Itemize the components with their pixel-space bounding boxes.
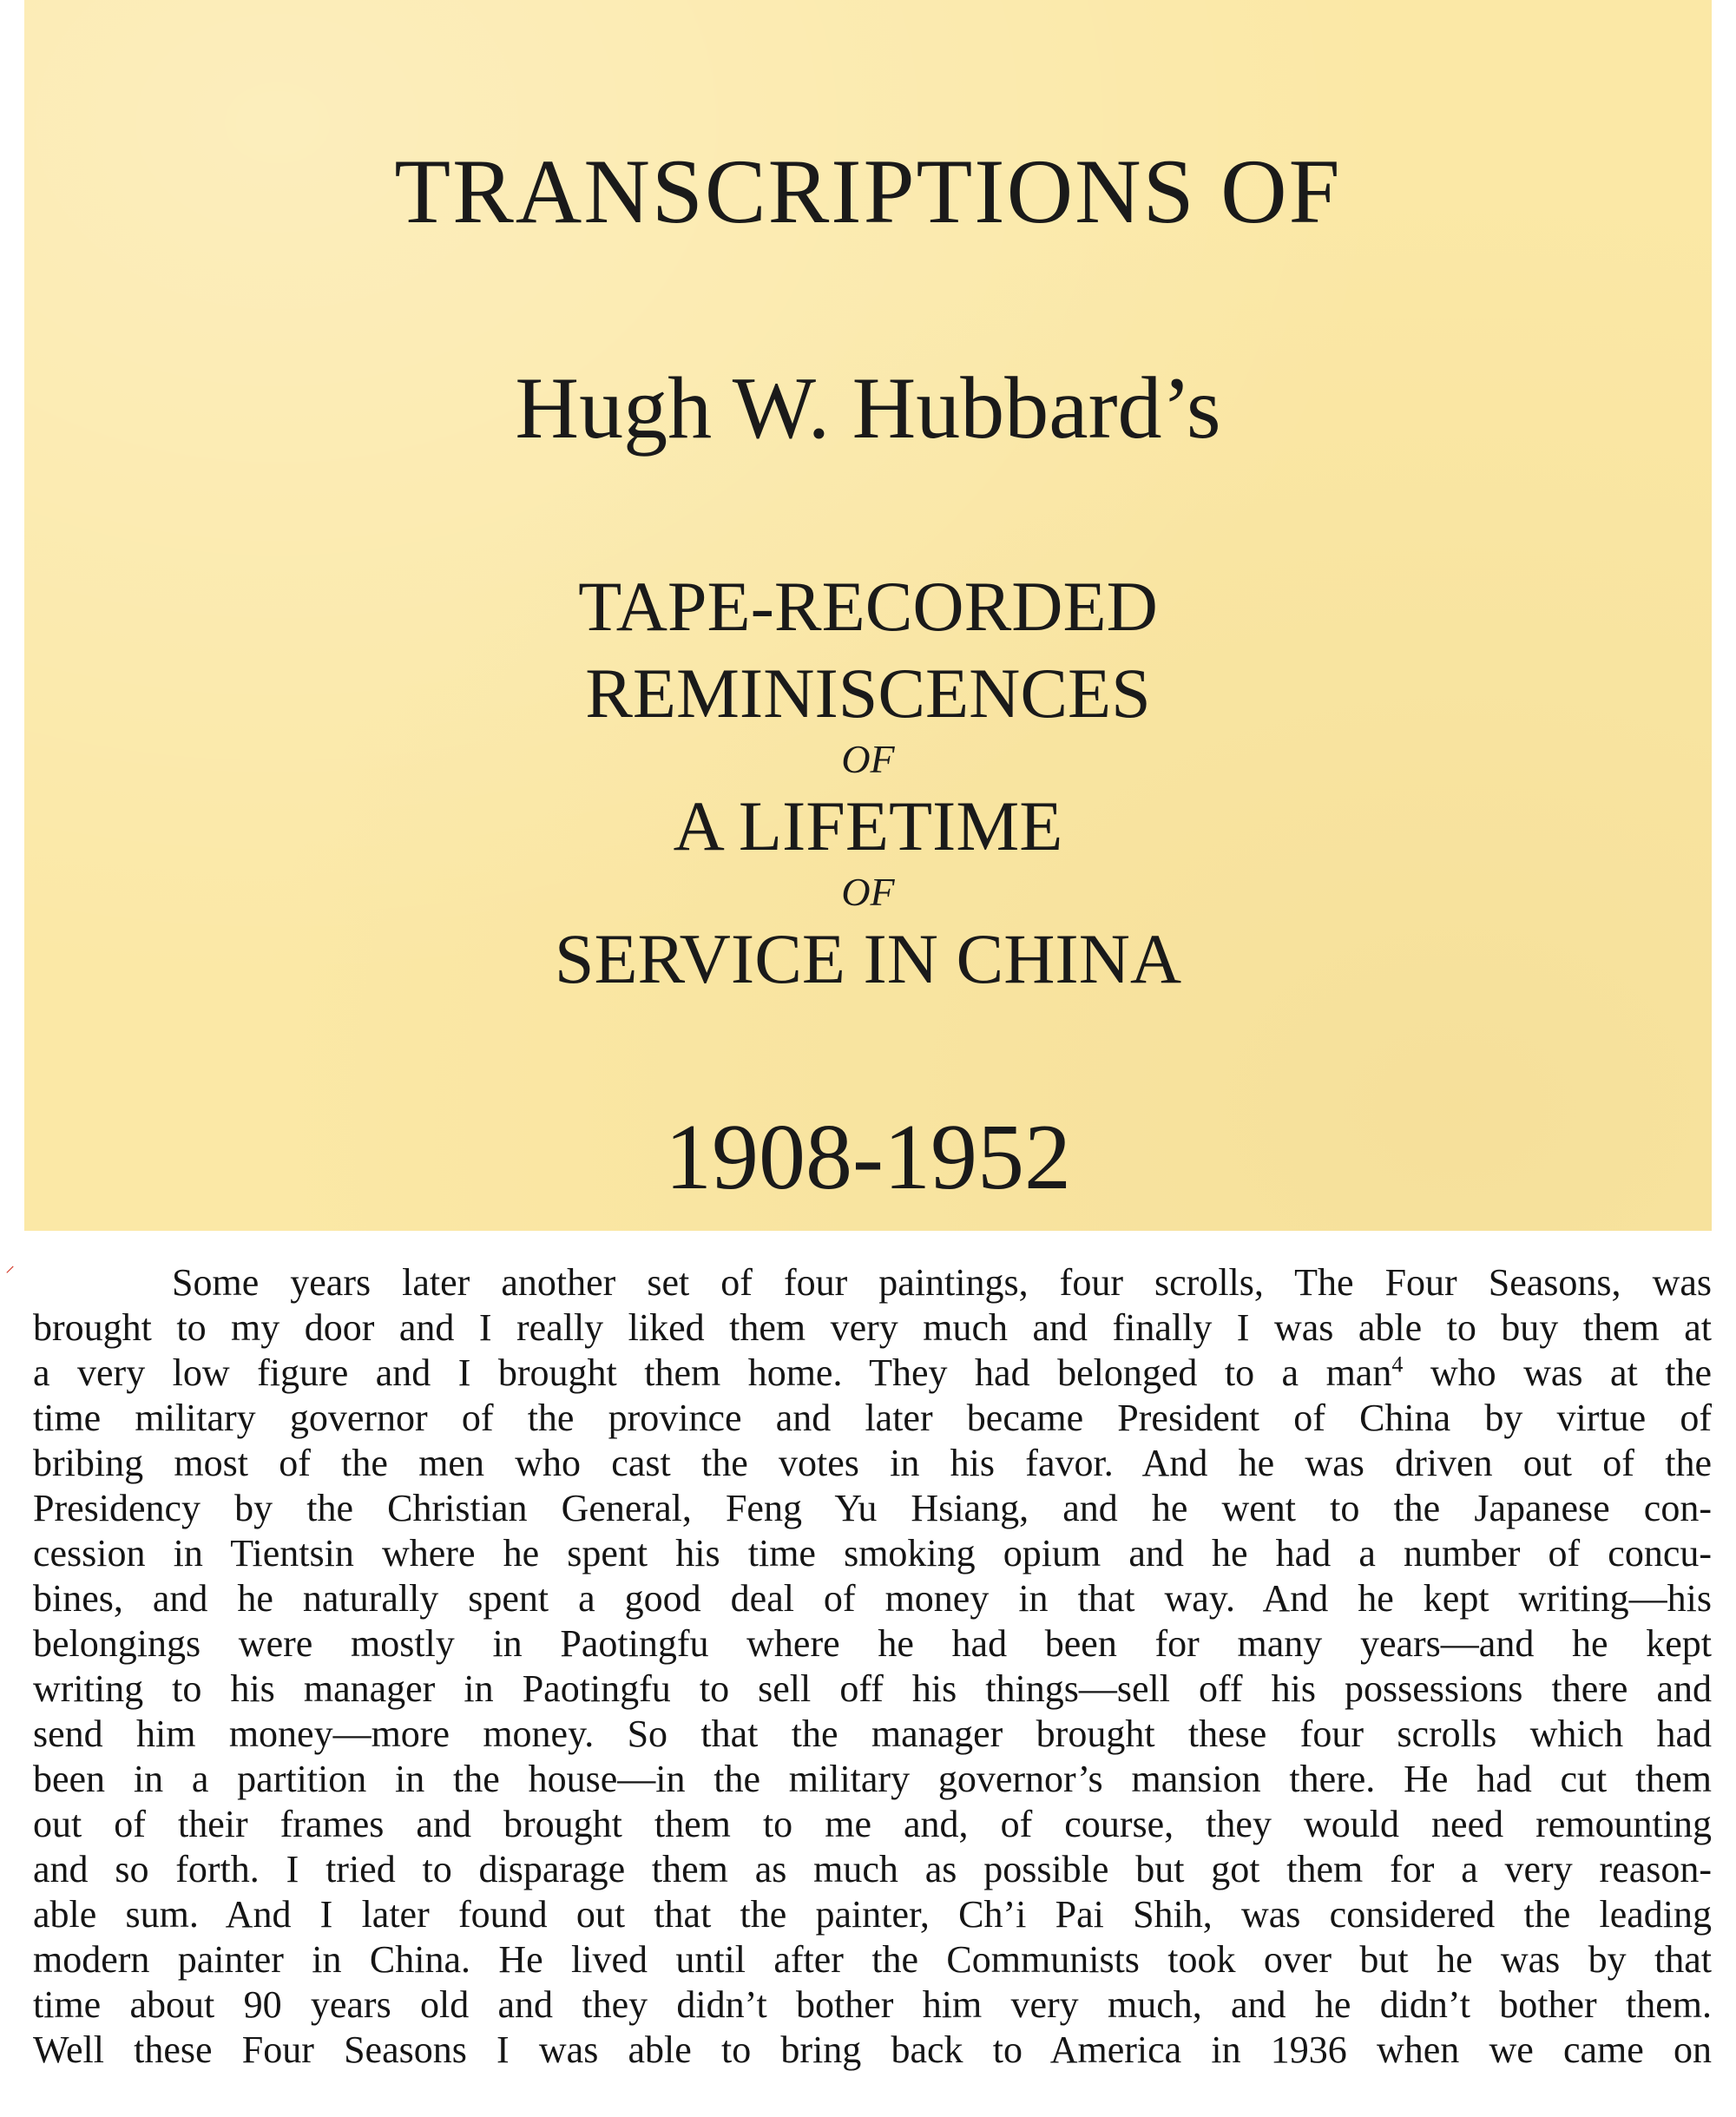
excerpt-line: Presidency by the Christian General, Feng Yu Hsiang, and he went to the Japanese con-	[33, 1487, 1712, 1529]
excerpt-line-lead: a very low figure and I brought them home. They had belonged to a man	[33, 1351, 1392, 1394]
excerpt-line	[33, 1351, 1712, 1396]
cover-author: Hugh W. Hubbard’s	[515, 359, 1221, 457]
excerpt-line: writing to his manager in Paotingfu to sell off his things—sell off his possessions there and	[33, 1667, 1712, 1710]
excerpt-line: bines, and he naturally spent a good deal of money in that way. And he kept writing—his	[33, 1577, 1712, 1620]
book-cover	[24, 0, 1712, 1231]
excerpt-line: cession in Tientsin where he spent his time smoking opium and he had a number of concu-	[33, 1532, 1712, 1575]
excerpt-line: brought to my door and I really liked them very much and finally I was able to buy them at	[33, 1306, 1712, 1349]
excerpt-line: Some years later another set of four paintings, four scrolls, The Four Seasons, was	[172, 1261, 1712, 1304]
excerpt-line: time military governor of the province and later became President of China by virtue of	[33, 1397, 1712, 1439]
cover-subtitle-line: A LIFETIME	[673, 786, 1063, 865]
annotation-mark-icon: ⸝	[5, 1255, 16, 1277]
cover-subtitle-line: REMINISCENCES	[585, 654, 1151, 733]
excerpt-line: Well these Four Seasons I was able to bring back to America in 1936 when we came on	[33, 2028, 1712, 2071]
excerpt-line: and so forth. I tried to disparage them as much as possible but got them for a very reason-	[33, 1848, 1712, 1890]
excerpt-line: been in a partition in the house—in the military governor’s mansion there. He had cut them	[33, 1758, 1712, 1800]
excerpt-line: bribing most of the men who cast the votes in his favor. And he was driven out of the	[33, 1442, 1712, 1484]
excerpt-paragraph	[33, 1260, 1712, 2073]
cover-subtitle-line: SERVICE IN CHINA	[554, 919, 1182, 998]
excerpt-line: send him money—more money. So that the manager brought these four scrolls which had	[33, 1713, 1712, 1755]
cover-of-connector: OF	[841, 737, 895, 781]
cover-title: TRANSCRIPTIONS OF	[394, 141, 1342, 242]
excerpt-line: modern painter in China. He lived until after the Communists took over but he was by that	[33, 1938, 1712, 1981]
excerpt-line: out of their frames and brought them to me and, of course, they would need remounting	[33, 1803, 1712, 1845]
footnote-marker: 4	[1391, 1351, 1404, 1377]
excerpt-line-tail: who was at the	[1430, 1351, 1712, 1394]
excerpt-line: able sum. And I later found out that the painter, Ch’i Pai Shih, was considered the leading	[33, 1893, 1712, 1936]
cover-of-connector: OF	[841, 870, 895, 914]
cover-subtitle-line: TAPE-RECORDED	[578, 567, 1158, 646]
excerpt-line: time about 90 years old and they didn’t bother him very much, and he didn’t bother them.	[33, 1983, 1712, 2026]
excerpt-line: belongings were mostly in Paotingfu where he had been for many years—and he kept	[33, 1622, 1712, 1665]
cover-years: 1908-1952	[665, 1106, 1071, 1209]
